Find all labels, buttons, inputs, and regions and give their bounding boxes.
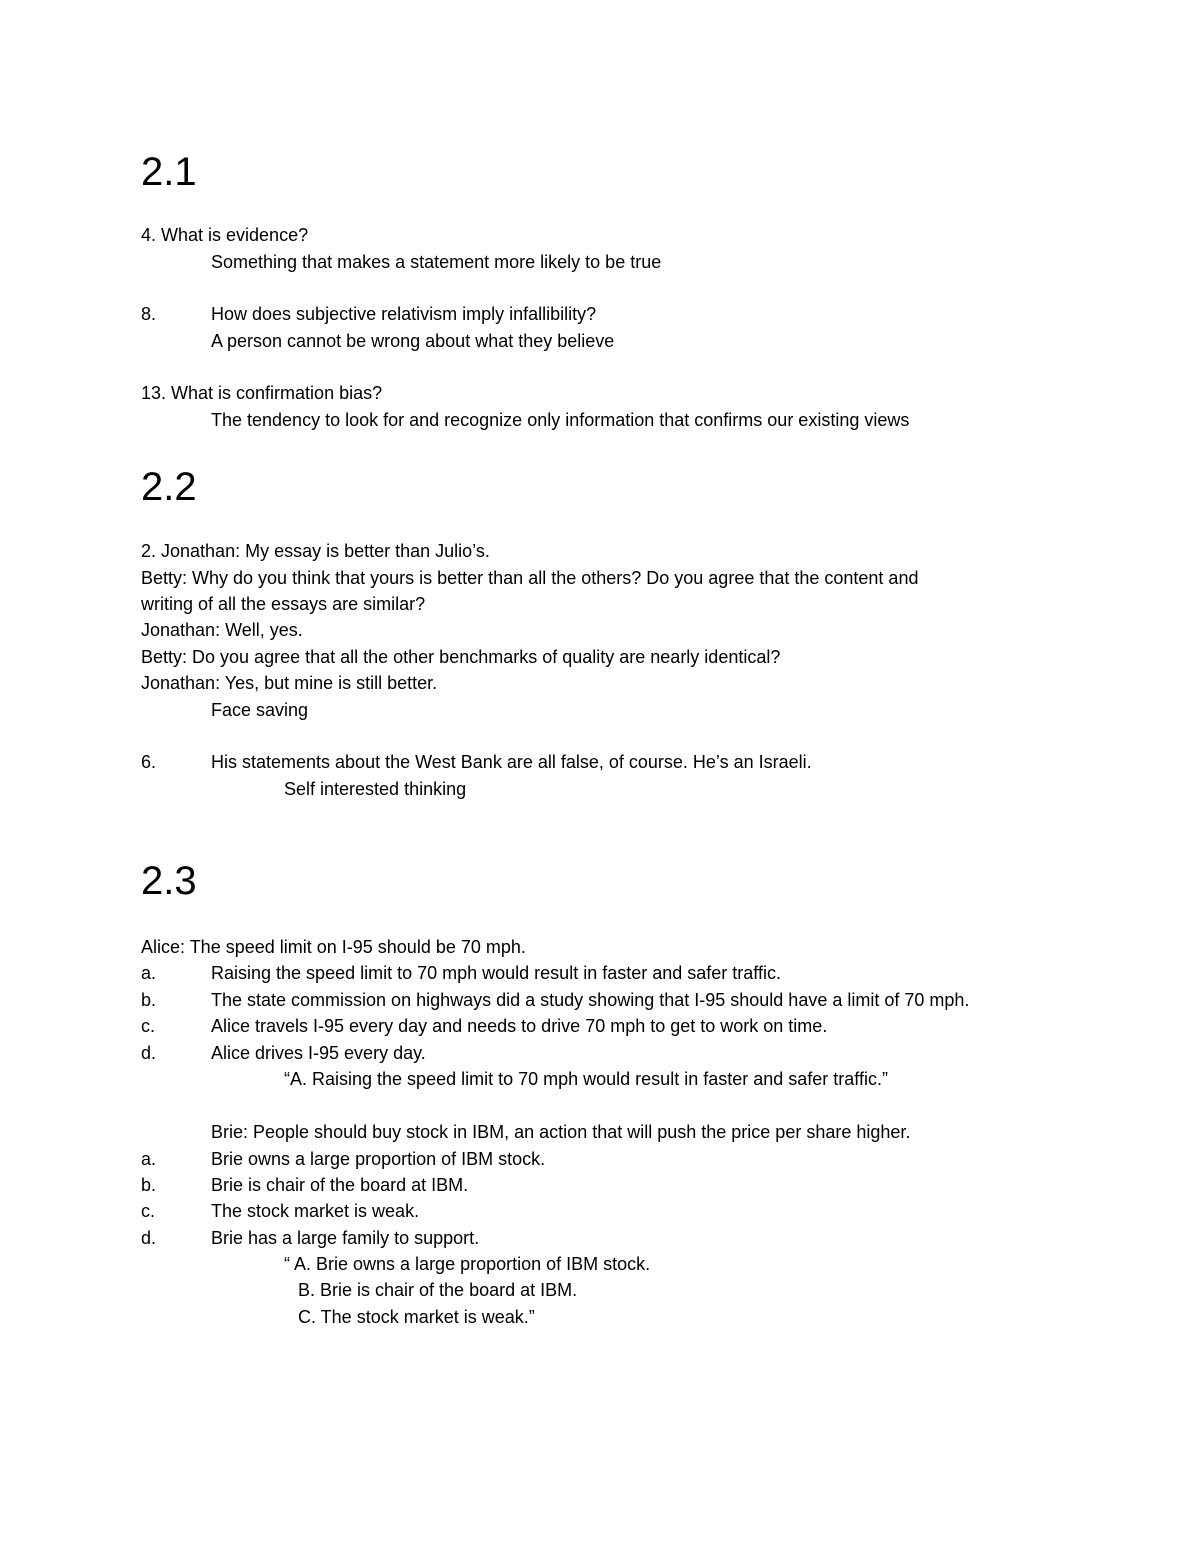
alice-answer: “A. Raising the speed limit to 70 mph would result in faster and safer traffic.” — [284, 1069, 888, 1089]
option-text: Alice drives I-95 every day. — [211, 1043, 426, 1063]
answer-13: The tendency to look for and recognize only information that confirms our existing views — [211, 410, 910, 430]
dialogue-answer: Face saving — [211, 700, 309, 720]
brie-answer-line: B. Brie is chair of the board at IBM. — [298, 1280, 578, 1300]
option-letter: d. — [141, 1043, 157, 1063]
option-letter: b. — [141, 990, 157, 1010]
brie-answer-line: “ A. Brie owns a large proportion of IBM stock. — [284, 1254, 651, 1274]
item-6-number: 6. — [141, 752, 157, 772]
dialogue-line: Jonathan: Well, yes. — [141, 620, 303, 640]
brie-answer-line: C. The stock market is weak.” — [298, 1307, 535, 1327]
option-letter: c. — [141, 1016, 156, 1036]
option-letter: a. — [141, 1149, 157, 1169]
dialogue-line: Betty: Do you agree that all the other benchmarks of quality are nearly identical? — [141, 647, 781, 667]
section-heading-2-2: 2.2 — [141, 465, 197, 509]
question-13: 13. What is confirmation bias? — [141, 383, 383, 403]
answer-4: Something that makes a statement more likely to be true — [211, 252, 662, 272]
dialogue-line: writing of all the essays are similar? — [141, 594, 426, 614]
question-4: 4. What is evidence? — [141, 225, 309, 245]
item-6-answer: Self interested thinking — [284, 779, 467, 799]
dialogue-line: Betty: Why do you think that yours is better than all the others? Do you agree that the content and — [141, 568, 919, 588]
option-text: Alice travels I-95 every day and needs to drive 70 mph to get to work on time. — [211, 1016, 828, 1036]
option-letter: b. — [141, 1175, 157, 1195]
section-heading-2-3: 2.3 — [141, 859, 197, 903]
option-letter: d. — [141, 1228, 157, 1248]
option-letter: c. — [141, 1201, 156, 1221]
dialogue-line: Jonathan: Yes, but mine is still better. — [141, 673, 438, 693]
question-8: How does subjective relativism imply infallibility? — [211, 304, 597, 324]
section-heading-2-1: 2.1 — [141, 150, 197, 194]
dialogue-line: 2. Jonathan: My essay is better than Julio’s. — [141, 541, 490, 561]
option-text: Brie has a large family to support. — [211, 1228, 480, 1248]
option-text: Raising the speed limit to 70 mph would result in faster and safer traffic. — [211, 963, 781, 983]
option-text: Brie is chair of the board at IBM. — [211, 1175, 469, 1195]
alice-claim: Alice: The speed limit on I-95 should be 70 mph. — [141, 937, 526, 957]
option-text: Brie owns a large proportion of IBM stock. — [211, 1149, 546, 1169]
option-text: The stock market is weak. — [211, 1201, 420, 1221]
answer-8: A person cannot be wrong about what they believe — [211, 331, 615, 351]
brie-claim: Brie: People should buy stock in IBM, an action that will push the price per share higher. — [211, 1122, 911, 1142]
option-letter: a. — [141, 963, 157, 983]
option-text: The state commission on highways did a study showing that I-95 should have a limit of 70 mph. — [211, 990, 970, 1010]
item-6-statement: His statements about the West Bank are all false, of course. He’s an Israeli. — [211, 752, 812, 772]
question-8-number: 8. — [141, 304, 157, 324]
